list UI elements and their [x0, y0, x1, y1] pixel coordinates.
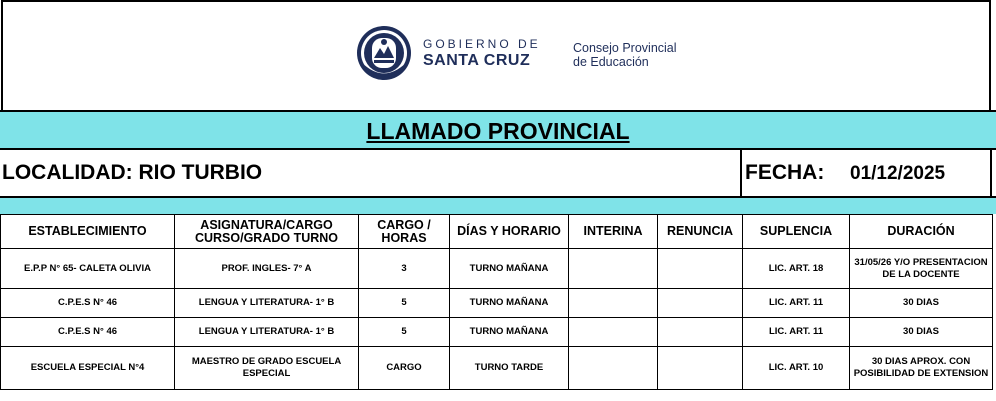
- cell-suplencia: LIC. ART. 18: [743, 249, 850, 289]
- header-duracion: DURACIÓN: [850, 215, 993, 249]
- title-band: [0, 110, 996, 148]
- cell-duracion: 30 DIAS: [850, 318, 993, 347]
- gov-line1: GOBIERNO DE: [423, 36, 541, 51]
- vacancy-table: [0, 214, 993, 390]
- cell-renuncia: [658, 318, 743, 347]
- table-row: [1, 347, 993, 390]
- cell-dias-horario: TURNO MAÑANA: [450, 249, 569, 289]
- header-establecimiento: ESTABLECIMIENTO: [1, 215, 175, 249]
- cell-duracion: 31/05/26 Y/O PRESENTACION DE LA DOCENTE: [850, 249, 993, 289]
- cell-duracion: 30 DIAS: [850, 289, 993, 318]
- header-dias-horario: DÍAS Y HORARIO: [450, 215, 569, 249]
- cell-cargo-horas: 5: [359, 289, 450, 318]
- cell-interina: [569, 318, 658, 347]
- cell-suplencia: LIC. ART. 11: [743, 318, 850, 347]
- cell-interina: [569, 249, 658, 289]
- cell-duracion: 30 DIAS APROX. CON POSIBILIDAD DE EXTENSION: [850, 347, 993, 390]
- localidad-label: LOCALIDAD: RIO TURBIO: [2, 161, 263, 184]
- cell-cargo-horas: 5: [359, 318, 450, 347]
- header-interina: INTERINA: [569, 215, 658, 249]
- header-cargo-horas: CARGO / HORAS: [359, 215, 450, 249]
- cell-cargo-horas: CARGO: [359, 347, 450, 390]
- header-renuncia: RENUNCIA: [658, 215, 743, 249]
- cell-establecimiento: C.P.E.S N° 46: [1, 318, 175, 347]
- cell-asignatura: MAESTRO DE GRADO ESCUELA ESPECIAL: [175, 347, 359, 390]
- page-title: LLAMADO PROVINCIAL: [366, 118, 630, 144]
- table-row: [1, 289, 993, 318]
- cell-renuncia: [658, 347, 743, 390]
- consejo-name: [573, 41, 677, 69]
- fecha-box: [740, 150, 992, 196]
- cell-dias-horario: TURNO MAÑANA: [450, 318, 569, 347]
- header-asignatura: ASIGNATURA/CARGO CURSO/GRADO TURNO: [175, 215, 359, 249]
- cell-interina: [569, 289, 658, 318]
- cell-dias-horario: TURNO MAÑANA: [450, 289, 569, 318]
- header-suplencia: SUPLENCIA: [743, 215, 850, 249]
- cell-asignatura: LENGUA Y LITERATURA- 1° B: [175, 289, 359, 318]
- info-row: [0, 148, 996, 198]
- consejo-line2: de Educación: [573, 55, 649, 69]
- cell-asignatura: LENGUA Y LITERATURA- 1° B: [175, 318, 359, 347]
- cell-establecimiento: E.P.P N° 65- CALETA OLIVIA: [1, 249, 175, 289]
- provincial-seal-icon: [355, 24, 413, 82]
- table-row: [1, 318, 993, 347]
- government-name: [423, 38, 541, 69]
- gov-line2: SANTA CRUZ: [423, 51, 531, 69]
- separator-band: [0, 198, 996, 214]
- fecha-label: FECHA:: [745, 161, 825, 184]
- government-logo: [355, 24, 541, 82]
- cell-interina: [569, 347, 658, 390]
- cell-renuncia: [658, 249, 743, 289]
- cell-cargo-horas: 3: [359, 249, 450, 289]
- cell-asignatura: PROF. INGLES- 7° A: [175, 249, 359, 289]
- cell-suplencia: LIC. ART. 10: [743, 347, 850, 390]
- consejo-line1: Consejo Provincial: [573, 41, 677, 55]
- header-area: [1, 0, 991, 110]
- cell-dias-horario: TURNO TARDE: [450, 347, 569, 390]
- cell-renuncia: [658, 289, 743, 318]
- table-row: [1, 249, 993, 289]
- cell-establecimiento: C.P.E.S N° 46: [1, 289, 175, 318]
- table-header-row: [1, 215, 993, 249]
- fecha-value: 01/12/2025: [850, 163, 946, 184]
- cell-suplencia: LIC. ART. 11: [743, 289, 850, 318]
- cell-establecimiento: ESCUELA ESPECIAL N°4: [1, 347, 175, 390]
